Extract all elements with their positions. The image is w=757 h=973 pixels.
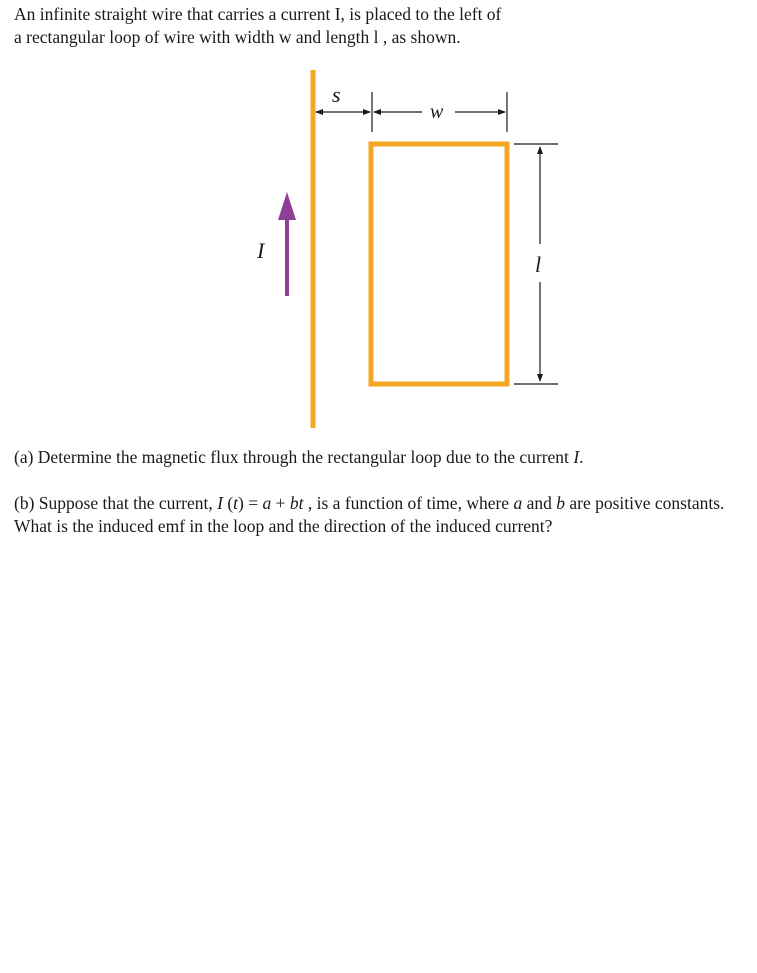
question-b: (b) Suppose that the current, I (t) = a + bt , is a function of time, where a and b are positive constants. What is the induced emf in the loop and the direction of the induced current? bbox=[14, 493, 725, 536]
intro-line-1: An infinite straight wire that carries a current I, is placed to the left of bbox=[14, 4, 502, 24]
separation-label: s bbox=[332, 82, 341, 107]
current-arrow-head bbox=[278, 192, 296, 220]
width-label: w bbox=[430, 101, 444, 123]
rectangular-loop bbox=[371, 144, 507, 384]
wire-loop-figure bbox=[0, 0, 757, 440]
current-label: I bbox=[257, 238, 265, 263]
question-a: (a) Determine the magnetic flux through the rectangular loop due to the current I. bbox=[14, 447, 584, 467]
length-label: l bbox=[535, 252, 542, 277]
intro-line-2: a rectangular loop of wire with width w and length l , as shown. bbox=[14, 27, 461, 47]
